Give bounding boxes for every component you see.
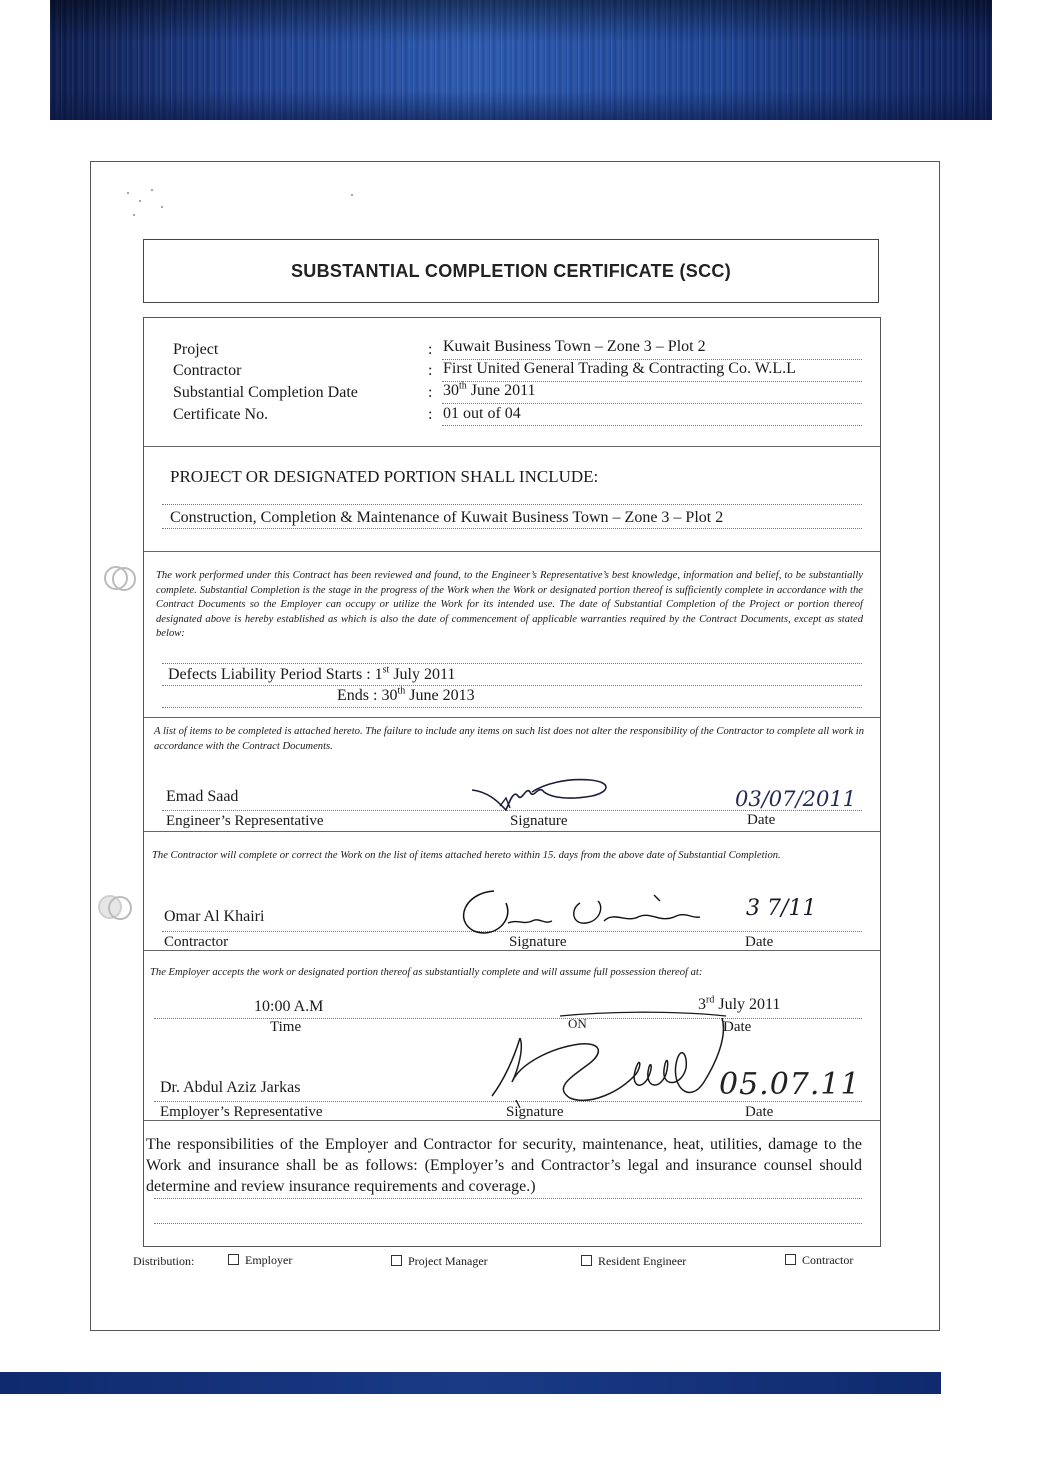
responsibilities-underline bbox=[154, 1223, 862, 1224]
field-underline bbox=[442, 359, 862, 360]
field-label-project: Project bbox=[173, 341, 219, 358]
possession-date: 3rd July 2011 bbox=[698, 994, 781, 1013]
header-banner bbox=[50, 0, 992, 120]
distribution-contractor[interactable]: Contractor bbox=[785, 1253, 853, 1268]
field-label-completion-date: Substantial Completion Date bbox=[173, 384, 358, 401]
section-divider bbox=[144, 551, 880, 552]
contractor-note: The Contractor will complete or correct the Work on the list of items attached hereto within 15. days from the above date of Substantial Completion. bbox=[152, 850, 781, 861]
field-colon: : bbox=[428, 384, 433, 401]
employer-date-handwritten: 05.07.11 bbox=[719, 1067, 861, 1102]
defects-underline bbox=[162, 685, 862, 686]
section-divider bbox=[144, 717, 880, 718]
distribution-label: Distribution: bbox=[133, 1254, 195, 1268]
field-underline bbox=[442, 403, 862, 404]
footer-bar bbox=[0, 1372, 941, 1394]
certificate-title-box bbox=[143, 239, 879, 303]
engineer-signature-image bbox=[470, 774, 620, 814]
defects-underline bbox=[162, 707, 862, 708]
defects-end: Ends : 30th June 2013 bbox=[337, 685, 475, 704]
binder-hole-icon bbox=[108, 896, 132, 920]
employer-note: The Employer accepts the work or designated portion thereof as substantially complete and will assume full possession thereof at: bbox=[150, 967, 703, 978]
field-value-contractor: First United General Trading & Contracting Co. W.L.L bbox=[443, 360, 796, 377]
scan-speck bbox=[151, 189, 153, 191]
checkbox[interactable] bbox=[228, 1254, 239, 1265]
field-label-contractor: Contractor bbox=[173, 362, 242, 379]
certificate-scan bbox=[90, 161, 940, 1331]
section-divider bbox=[144, 446, 880, 447]
possession-on-label: ON bbox=[568, 1016, 587, 1031]
scan-speck bbox=[127, 192, 129, 194]
possession-date-label: Date bbox=[723, 1019, 752, 1035]
scope-text: Construction, Completion & Maintenance of Kuwait Business Town – Zone 3 – Plot 2 bbox=[170, 509, 724, 526]
scan-speck bbox=[139, 200, 141, 202]
field-value-completion-date: 30th June 2011 bbox=[443, 380, 536, 399]
completion-statement: The work performed under this Contract has been reviewed and found, to the Engineer’s Representative’s best knowledge, information and belief, to be substantially complete. Substantial Completion is the stage in the progress of the Work when the Work or designated portion thereof is sufficiently complete in accordance with the Contract Documents so the Employer can occupy or utilize the Work for its intended use. The date of Substantial Completion of the Project or portion thereof designated above is hereby established as which is also the date of commencement of applicable warranties required by the Contract Documents, except as stated below: bbox=[156, 570, 863, 639]
contractor-name: Omar Al Khairi bbox=[164, 908, 265, 925]
engineer-role: Engineer’s Representative bbox=[166, 813, 324, 829]
employer-date-label: Date bbox=[745, 1104, 774, 1120]
employer-role: Employer’s Representative bbox=[160, 1104, 323, 1120]
distribution-employer[interactable]: Employer bbox=[228, 1253, 292, 1268]
field-value-certificate-no: 01 out of 04 bbox=[443, 405, 521, 422]
field-label-certificate-no: Certificate No. bbox=[173, 406, 269, 423]
employer-signature-image bbox=[490, 1008, 730, 1113]
distribution-resident-engineer[interactable]: Resident Engineer bbox=[581, 1254, 686, 1269]
scope-underline bbox=[162, 504, 862, 505]
list-note: A list of items to be completed is attached hereto. The failure to include any items on such list does not alter the responsibility of the Contractor to complete all work in accordance with the Contract Documents. bbox=[154, 726, 864, 752]
checkbox[interactable] bbox=[391, 1255, 402, 1266]
field-underline bbox=[442, 381, 862, 382]
field-value-project: Kuwait Business Town – Zone 3 – Plot 2 bbox=[443, 338, 706, 355]
defects-start: Defects Liability Period Starts : 1st July 2011 bbox=[168, 664, 456, 683]
certificate-body bbox=[143, 317, 881, 1247]
field-colon: : bbox=[428, 341, 433, 358]
defects-underline bbox=[162, 663, 862, 664]
checkbox[interactable] bbox=[785, 1254, 796, 1265]
field-underline bbox=[442, 425, 862, 426]
employer-signature-label: Signature bbox=[506, 1104, 564, 1120]
binder-hole-icon bbox=[112, 567, 136, 591]
certificate-title: SUBSTANTIAL COMPLETION CERTIFICATE (SCC) bbox=[291, 260, 731, 281]
contractor-signature-image bbox=[454, 881, 704, 939]
engineer-date-label: Date bbox=[747, 812, 776, 828]
responsibilities-text: The responsibilities of the Employer and Contractor for security, maintenance, heat, utilities, damage to the Work and insurance shall be as follows: (Employer’s and Contractor’s legal and insurance counsel should determine and review insurance requirements and coverage.) bbox=[146, 1136, 862, 1195]
possession-time-label: Time bbox=[270, 1019, 302, 1035]
field-colon: : bbox=[428, 362, 433, 379]
contractor-role: Contractor bbox=[164, 934, 229, 950]
scope-heading: PROJECT OR DESIGNATED PORTION SHALL INCLUDE: bbox=[170, 467, 599, 486]
possession-time: 10:00 A.M bbox=[254, 998, 324, 1015]
scan-speck bbox=[351, 194, 353, 196]
contractor-date-handwritten: 3 7/11 bbox=[746, 896, 817, 921]
engineer-name: Emad Saad bbox=[166, 788, 239, 805]
scope-underline bbox=[162, 528, 862, 529]
section-divider bbox=[144, 1120, 880, 1121]
employer-name: Dr. Abdul Aziz Jarkas bbox=[160, 1079, 301, 1096]
distribution-project-manager[interactable]: Project Manager bbox=[391, 1254, 488, 1269]
scan-speck bbox=[133, 214, 135, 216]
engineer-signature-label: Signature bbox=[510, 813, 568, 829]
contractor-signature-label: Signature bbox=[509, 934, 567, 950]
contractor-date-label: Date bbox=[745, 934, 774, 950]
field-colon: : bbox=[428, 406, 433, 423]
section-divider bbox=[144, 831, 880, 832]
section-divider bbox=[144, 950, 880, 951]
checkbox[interactable] bbox=[581, 1255, 592, 1266]
engineer-date-handwritten: 03/07/2011 bbox=[735, 787, 857, 811]
responsibilities-underline bbox=[154, 1198, 862, 1199]
scan-speck bbox=[161, 206, 163, 208]
